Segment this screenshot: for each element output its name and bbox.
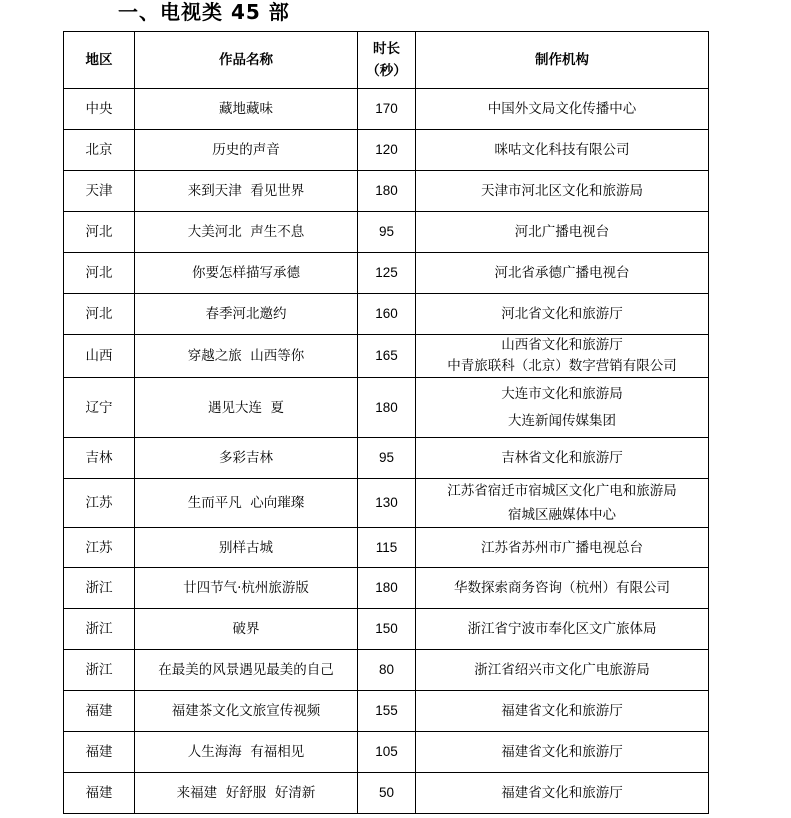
cell-region: 福建 <box>64 732 135 773</box>
cell-region: 浙江 <box>64 650 135 691</box>
cell-title: 别样古城 <box>135 528 358 568</box>
header-title: 作品名称 <box>135 32 358 89</box>
producer-line: 河北广播电视台 <box>514 224 610 240</box>
cell-region: 吉林 <box>64 438 135 479</box>
table-row <box>64 438 709 479</box>
table-row <box>64 294 709 335</box>
table-row <box>64 378 709 438</box>
cell-title: 历史的声音 <box>135 130 358 171</box>
table-row <box>64 568 709 609</box>
header-duration-line1: 时长 <box>373 41 400 57</box>
cell-duration: 160 <box>358 294 416 335</box>
cell-duration: 180 <box>358 568 416 609</box>
cell-duration: 150 <box>358 609 416 650</box>
producer-line: 浙江省宁波市奉化区文广旅体局 <box>467 621 657 637</box>
producer-line: 浙江省绍兴市文化广电旅游局 <box>474 662 650 678</box>
cell-region: 河北 <box>64 294 135 335</box>
cell-title: 多彩吉林 <box>135 438 358 479</box>
cell-region: 江苏 <box>64 528 135 568</box>
producer-line: 福建省文化和旅游厅 <box>501 785 623 801</box>
cell-region: 河北 <box>64 212 135 253</box>
cell-duration: 180 <box>358 378 416 438</box>
cell-duration: 95 <box>358 212 416 253</box>
header-producer: 制作机构 <box>416 32 709 89</box>
producer-line: 河北省文化和旅游厅 <box>501 306 623 322</box>
cell-producer <box>416 773 709 814</box>
header-row <box>64 32 709 89</box>
cell-region: 浙江 <box>64 568 135 609</box>
cell-producer <box>416 528 709 568</box>
cell-title: 廿四节气·杭州旅游版 <box>135 568 358 609</box>
cell-producer <box>416 130 709 171</box>
cell-duration: 155 <box>358 691 416 732</box>
cell-duration: 130 <box>358 479 416 528</box>
cell-duration: 165 <box>358 335 416 378</box>
producer-line: 山西省文化和旅游厅 <box>501 337 623 353</box>
cell-region: 中央 <box>64 89 135 130</box>
producer-line: 中青旅联科（北京）数字营销有限公司 <box>447 358 677 374</box>
cell-producer <box>416 732 709 773</box>
cell-title: 来福建 好舒服 好清新 <box>135 773 358 814</box>
cell-duration: 50 <box>358 773 416 814</box>
producer-line: 宿城区融媒体中心 <box>508 507 616 523</box>
table-row <box>64 130 709 171</box>
cell-region: 辽宁 <box>64 378 135 438</box>
cell-duration: 120 <box>358 130 416 171</box>
cell-producer <box>416 438 709 479</box>
producer-line: 福建省文化和旅游厅 <box>501 744 623 760</box>
section-heading: 一、电视类 45 部 <box>118 0 290 24</box>
table-body <box>64 89 709 814</box>
cell-duration: 125 <box>358 253 416 294</box>
producer-line: 江苏省宿迁市宿城区文化广电和旅游局 <box>447 483 677 499</box>
cell-producer <box>416 89 709 130</box>
cell-title: 来到天津 看见世界 <box>135 171 358 212</box>
producer-line: 咪咕文化科技有限公司 <box>494 142 630 158</box>
cell-region: 浙江 <box>64 609 135 650</box>
table-row <box>64 773 709 814</box>
cell-producer <box>416 378 709 438</box>
producer-line: 华数探索商务咨询（杭州）有限公司 <box>454 580 670 596</box>
cell-producer <box>416 568 709 609</box>
table-row <box>64 212 709 253</box>
cell-region: 河北 <box>64 253 135 294</box>
table-row <box>64 89 709 130</box>
works-table <box>63 31 709 814</box>
table-row <box>64 479 709 528</box>
producer-line: 吉林省文化和旅游厅 <box>501 450 623 466</box>
cell-title: 藏地藏味 <box>135 89 358 130</box>
cell-title: 穿越之旅 山西等你 <box>135 335 358 378</box>
cell-region: 北京 <box>64 130 135 171</box>
cell-producer <box>416 650 709 691</box>
cell-producer <box>416 479 709 528</box>
cell-region: 福建 <box>64 773 135 814</box>
cell-producer <box>416 691 709 732</box>
cell-region: 山西 <box>64 335 135 378</box>
cell-title: 人生海海 有福相见 <box>135 732 358 773</box>
header-region: 地区 <box>64 32 135 89</box>
header-duration-line2: （秒） <box>366 63 407 79</box>
cell-duration: 95 <box>358 438 416 479</box>
table-row <box>64 691 709 732</box>
cell-producer <box>416 212 709 253</box>
cell-title: 破界 <box>135 609 358 650</box>
producer-line: 河北省承德广播电视台 <box>494 265 630 281</box>
cell-duration: 105 <box>358 732 416 773</box>
cell-region: 福建 <box>64 691 135 732</box>
table-row <box>64 253 709 294</box>
producer-line: 福建省文化和旅游厅 <box>501 703 623 719</box>
table-row <box>64 171 709 212</box>
cell-producer <box>416 171 709 212</box>
cell-producer <box>416 609 709 650</box>
cell-duration: 115 <box>358 528 416 568</box>
cell-producer <box>416 335 709 378</box>
producer-line: 天津市河北区文化和旅游局 <box>481 183 643 199</box>
cell-title: 你要怎样描写承德 <box>135 253 358 294</box>
table-row <box>64 732 709 773</box>
cell-region: 天津 <box>64 171 135 212</box>
producer-line: 江苏省苏州市广播电视总台 <box>481 539 643 556</box>
table-row <box>64 335 709 378</box>
cell-title: 在最美的风景遇见最美的自己 <box>135 650 358 691</box>
cell-title: 春季河北邀约 <box>135 294 358 335</box>
cell-region: 江苏 <box>64 479 135 528</box>
producer-line: 大连市文化和旅游局 <box>501 385 623 402</box>
cell-duration: 180 <box>358 171 416 212</box>
cell-duration: 80 <box>358 650 416 691</box>
cell-producer <box>416 253 709 294</box>
cell-title: 遇见大连 夏 <box>135 378 358 438</box>
table-row <box>64 609 709 650</box>
cell-duration: 170 <box>358 89 416 130</box>
cell-title: 生而平凡 心向璀璨 <box>135 479 358 528</box>
cell-producer <box>416 294 709 335</box>
producer-line: 中国外文局文化传播中心 <box>487 101 637 117</box>
cell-title: 福建茶文化文旅宣传视频 <box>135 691 358 732</box>
header-duration <box>358 32 416 89</box>
producer-line: 大连新闻传媒集团 <box>508 412 616 429</box>
table-row <box>64 650 709 691</box>
cell-title: 大美河北 声生不息 <box>135 212 358 253</box>
table-row <box>64 528 709 568</box>
